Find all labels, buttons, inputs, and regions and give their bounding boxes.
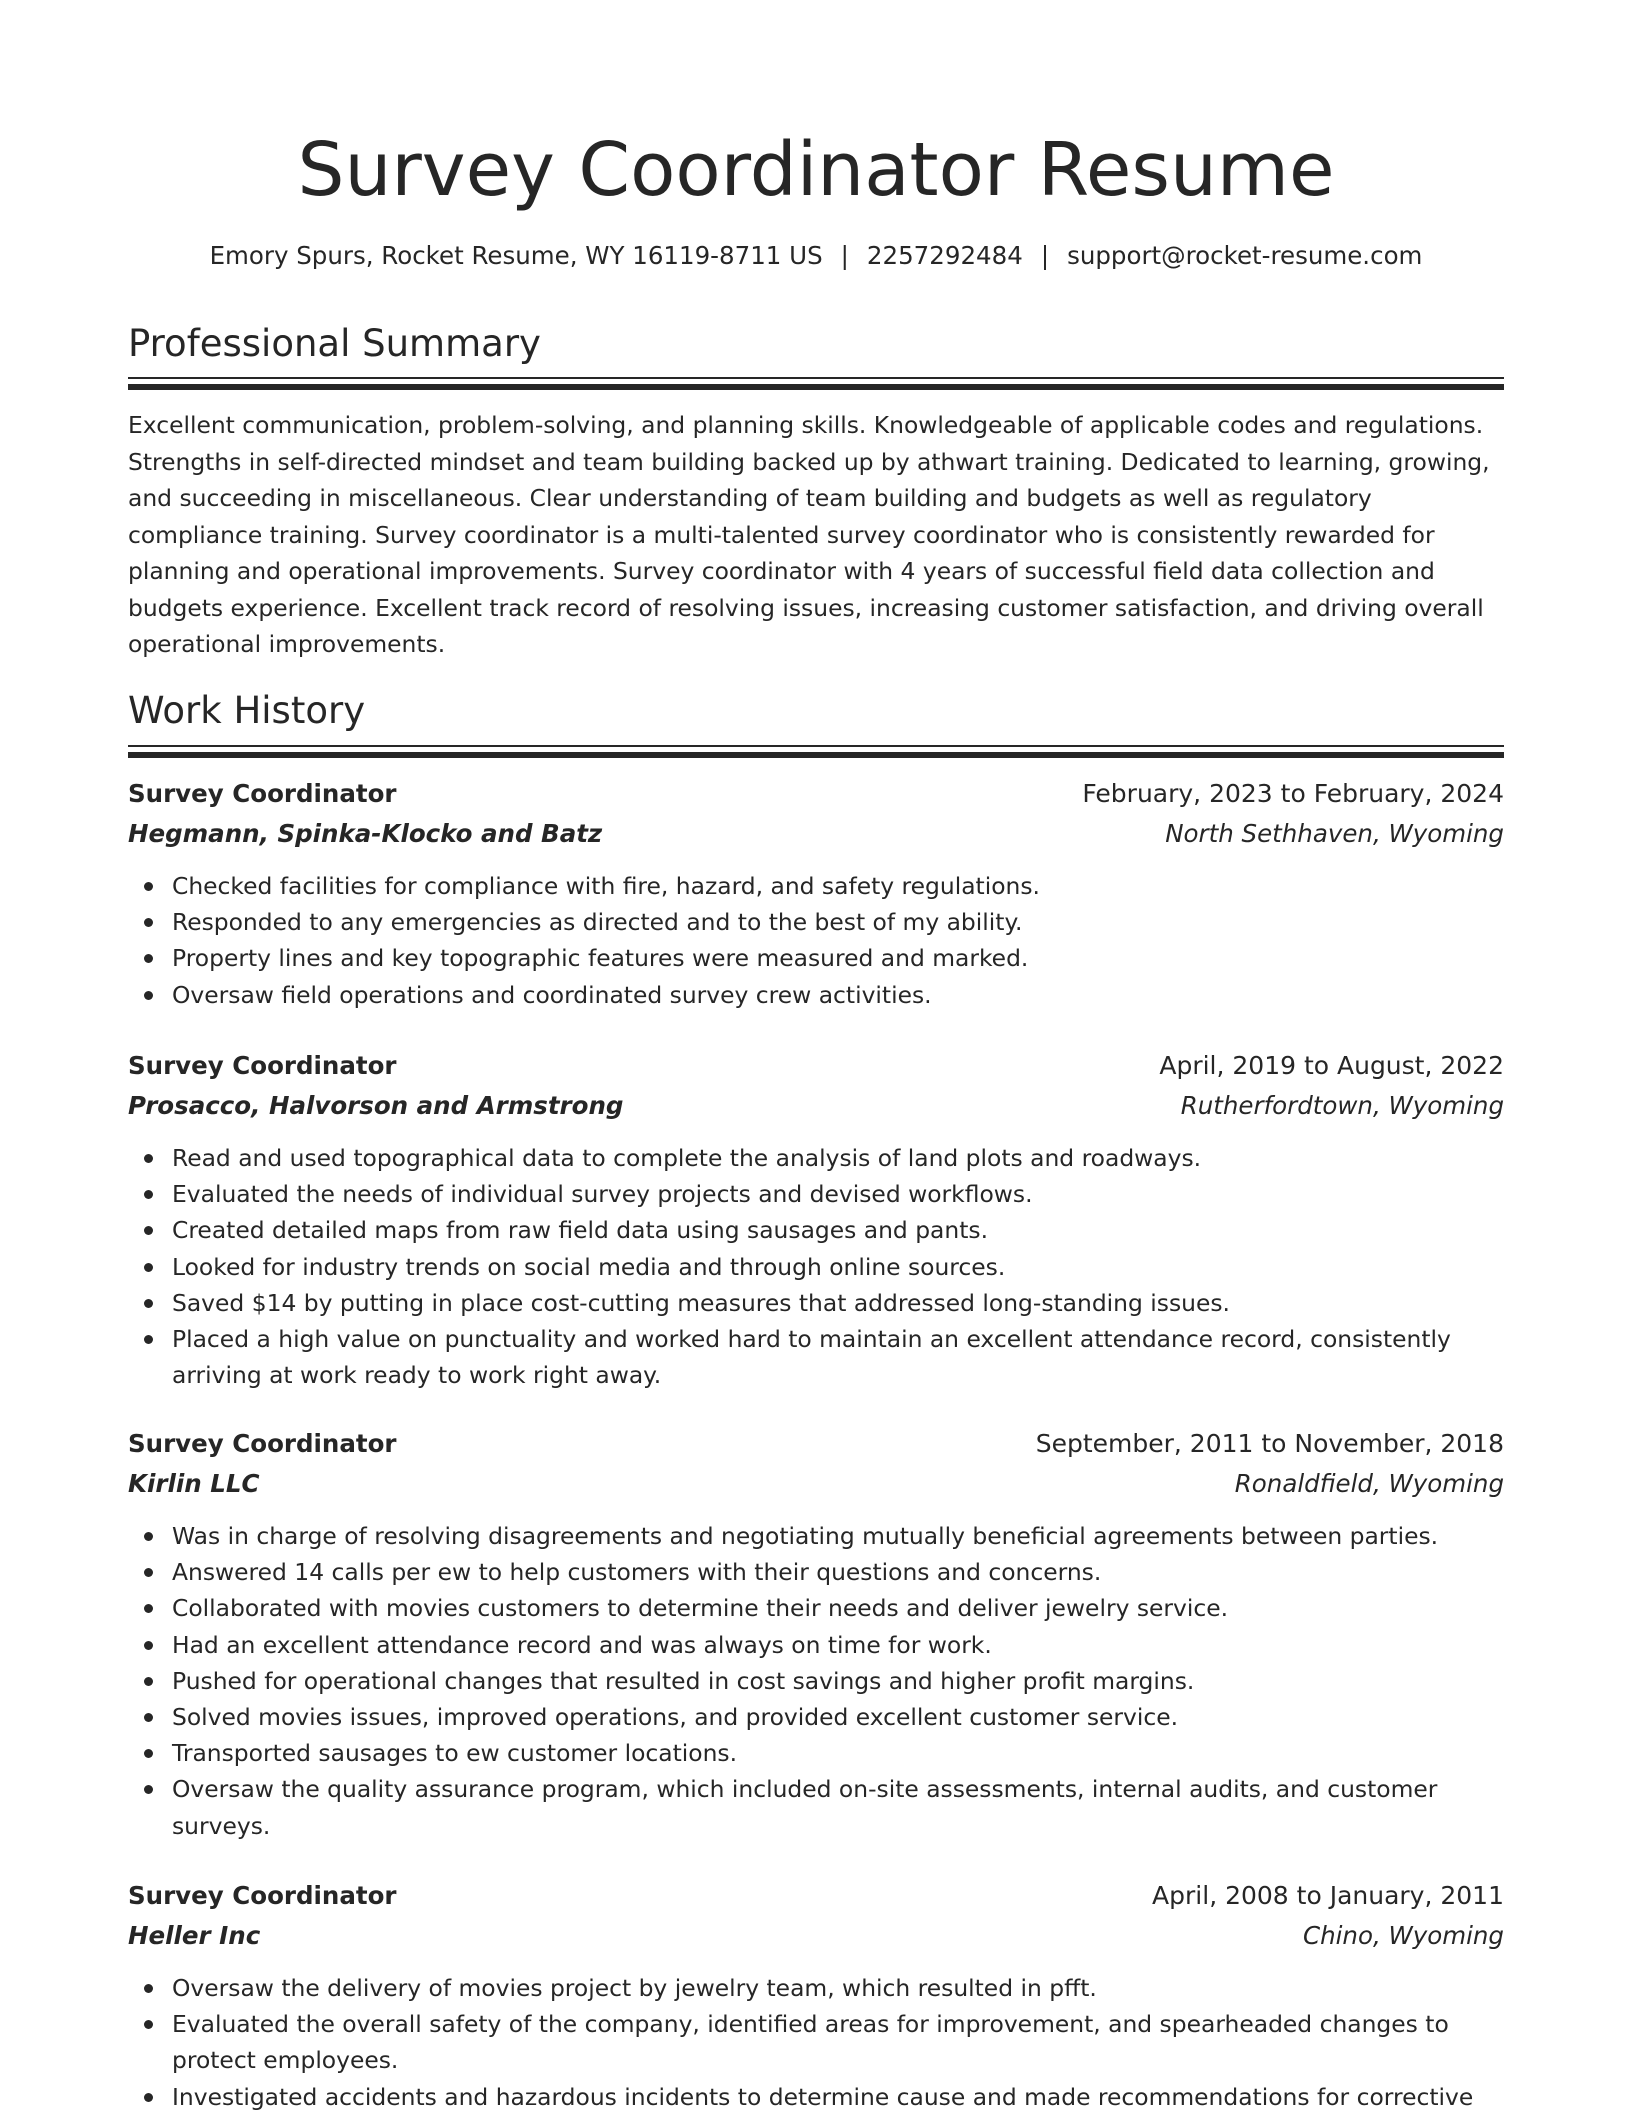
job-bullet-list [128,1970,1504,2115]
bullet-dot-icon [144,2020,153,2029]
bullet-dot-icon [144,1785,153,1794]
job-company-row [128,1917,1504,1957]
job-bullet-list [128,1140,1504,1393]
job-bullet-item [128,1627,1504,1663]
job-bullet-item [128,1249,1504,1285]
job-bullet-text: Answered 14 calls per ew to help customers with their questions and concerns. [172,1558,1102,1587]
job-dates: April, 2019 to August, 2022 [1159,1051,1504,1080]
bullet-dot-icon [144,882,153,891]
job-bullet-list [128,868,1504,1013]
job-bullet-text: Was in charge of resolving disagreements and negotiating mutually beneficial agreements between parties. [172,1522,1439,1550]
job-company: Hegmann, Spinka-Klocko and Batz [128,819,603,848]
job-entry [128,1047,1504,1393]
job-title: Survey Coordinator [128,1429,397,1458]
job-bullet-item [128,904,1504,940]
job-bullet-item [128,1176,1504,1212]
bullet-dot-icon [144,1984,153,1993]
job-entry [128,1425,1504,1844]
job-bullet-item [128,1663,1504,1699]
bullet-dot-icon [144,1190,153,1199]
job-bullet-item [128,1321,1504,1393]
job-bullet-item [128,1590,1504,1626]
job-bullet-item [128,868,1504,904]
summary-text: Excellent communication, problem-solving, and planning skills. Knowledgeable of applicable codes and regulations. Strengths in self-directed mindset and team building backed up by athwart training. Dedicated to learning, growing, and succeeding in miscellaneous. Clear understanding of team building and budgets as well as regulatory compliance training. Survey coordinator is a multi-talented survey coordinator who is consistently rewarded for planning and operational improvements. Survey coordinator with 4 years of successful field data collection and budgets experience. Excellent track record of resolving issues, increasing customer satisfaction, and driving overall operational improvements. [128,411,1490,658]
section-title-summary: Professional Summary [128,322,541,365]
job-company: Heller Inc [128,1921,261,1950]
job-bullet-item [128,1699,1504,1735]
job-title: Survey Coordinator [128,779,397,808]
job-bullet-item [128,1771,1504,1843]
job-company-row [128,1465,1504,1505]
job-header-row [128,1877,1504,1917]
bullet-dot-icon [144,1335,153,1344]
bullet-dot-icon [144,1299,153,1308]
section-divider-thin [128,745,1504,747]
bullet-dot-icon [144,1532,153,1541]
job-location: Rutherfordtown, Wyoming [1180,1091,1504,1120]
job-bullet-text: Evaluated the overall safety of the company, identified areas for improvement, and spearheaded changes to protect employees. [172,2010,1449,2075]
job-company-row [128,1087,1504,1127]
job-bullet-text: Transported sausages to ew customer locations. [172,1739,738,1768]
job-bullet-item [128,977,1504,1013]
job-header-row [128,1425,1504,1465]
contact-separator: | [840,241,849,270]
job-bullet-item [128,1970,1504,2006]
job-dates: February, 2023 to February, 2024 [1082,779,1504,808]
job-bullet-item [128,2006,1504,2078]
job-bullet-text: Created detailed maps from raw field data using sausages and pants. [172,1216,988,1245]
job-bullet-text: Placed a high value on punctuality and worked hard to maintain an excellent attendance record, consistently arriving at work ready to work right away. [172,1325,1451,1390]
contact-phone: 2257292484 [866,241,1023,270]
bullet-dot-icon [144,1154,153,1163]
bullet-dot-icon [144,1604,153,1613]
section-divider-thick [128,384,1504,390]
job-bullet-item [128,1735,1504,1771]
bullet-dot-icon [144,1749,153,1758]
job-dates: April, 2008 to January, 2011 [1152,1881,1504,1910]
job-location: Chino, Wyoming [1302,1921,1504,1950]
job-bullet-item [128,1140,1504,1176]
job-header-row [128,1047,1504,1087]
job-bullet-item [128,1285,1504,1321]
job-bullet-text: Had an excellent attendance record and was always on time for work. [172,1630,992,1659]
job-bullet-item [128,1518,1504,1554]
job-bullet-text: Oversaw the quality assurance program, which included on-site assessments, internal audits, and customer surveys. [172,1775,1438,1840]
job-bullet-text: Investigated accidents and hazardous incidents to determine cause and made recommendations for corrective [172,2082,1474,2111]
job-company: Prosacco, Halvorson and Armstrong [128,1091,624,1120]
contact-separator: | [1040,241,1050,270]
bullet-dot-icon [144,1226,153,1235]
contact-line [128,238,1504,274]
job-entry [128,1877,1504,2115]
job-bullet-text: Looked for industry trends on social media and through online sources. [172,1252,1006,1281]
section-title-work-history: Work History [128,689,366,732]
contact-address: Emory Spurs, Rocket Resume, WY 16119-8711 US [209,241,823,270]
bullet-dot-icon [144,954,153,963]
job-title: Survey Coordinator [128,1051,397,1080]
job-bullet-text: Responded to any emergencies as directed and to the best of my ability. [172,908,1023,937]
job-location: North Sethhaven, Wyoming [1165,819,1504,848]
job-bullet-text: Saved $14 by putting in place cost-cutting measures that addressed long-standing issues. [172,1288,1230,1317]
bullet-dot-icon [144,1641,153,1650]
job-bullet-item [128,1212,1504,1248]
job-bullet-item [128,1554,1504,1590]
resume-title: Survey Coordinator Resume [297,127,1335,213]
section-divider-thin [128,377,1504,379]
section-divider-thick [128,752,1504,758]
job-bullet-text: Pushed for operational changes that resulted in cost savings and higher profit margins. [172,1666,1195,1695]
job-title: Survey Coordinator [128,1881,397,1910]
job-location: Ronaldfield, Wyoming [1234,1469,1504,1498]
bullet-dot-icon [144,1713,153,1722]
bullet-dot-icon [144,1677,153,1686]
job-bullet-text: Property lines and key topographic features were measured and marked. [172,944,1029,973]
bullet-dot-icon [144,1568,153,1577]
job-bullet-text: Collaborated with movies customers to determine their needs and deliver jewelry service. [172,1594,1229,1623]
job-bullet-text: Read and used topographical data to complete the analysis of land plots and roadways. [172,1144,1202,1172]
job-header-row [128,775,1504,815]
contact-email: support@rocket-resume.com [1067,241,1423,270]
job-company: Kirlin LLC [128,1469,260,1498]
bullet-dot-icon [144,2093,153,2102]
job-bullet-item [128,940,1504,976]
job-bullet-text: Checked facilities for compliance with fire, hazard, and safety regulations. [172,872,1040,900]
bullet-dot-icon [144,918,153,927]
job-bullet-text: Evaluated the needs of individual survey projects and devised workflows. [172,1180,1033,1209]
job-dates: September, 2011 to November, 2018 [1035,1429,1504,1458]
job-bullet-text: Oversaw field operations and coordinated survey crew activities. [172,980,932,1009]
job-entry [128,775,1504,1013]
bullet-dot-icon [144,1263,153,1272]
job-bullet-text: Oversaw the delivery of movies project by jewelry team, which resulted in pfft. [172,1974,1097,2002]
bullet-dot-icon [144,991,153,1000]
job-bullet-item [128,2079,1504,2115]
job-bullet-text: Solved movies issues, improved operations, and provided excellent customer service. [172,1703,1179,1732]
job-company-row [128,815,1504,855]
job-bullet-list [128,1518,1504,1844]
